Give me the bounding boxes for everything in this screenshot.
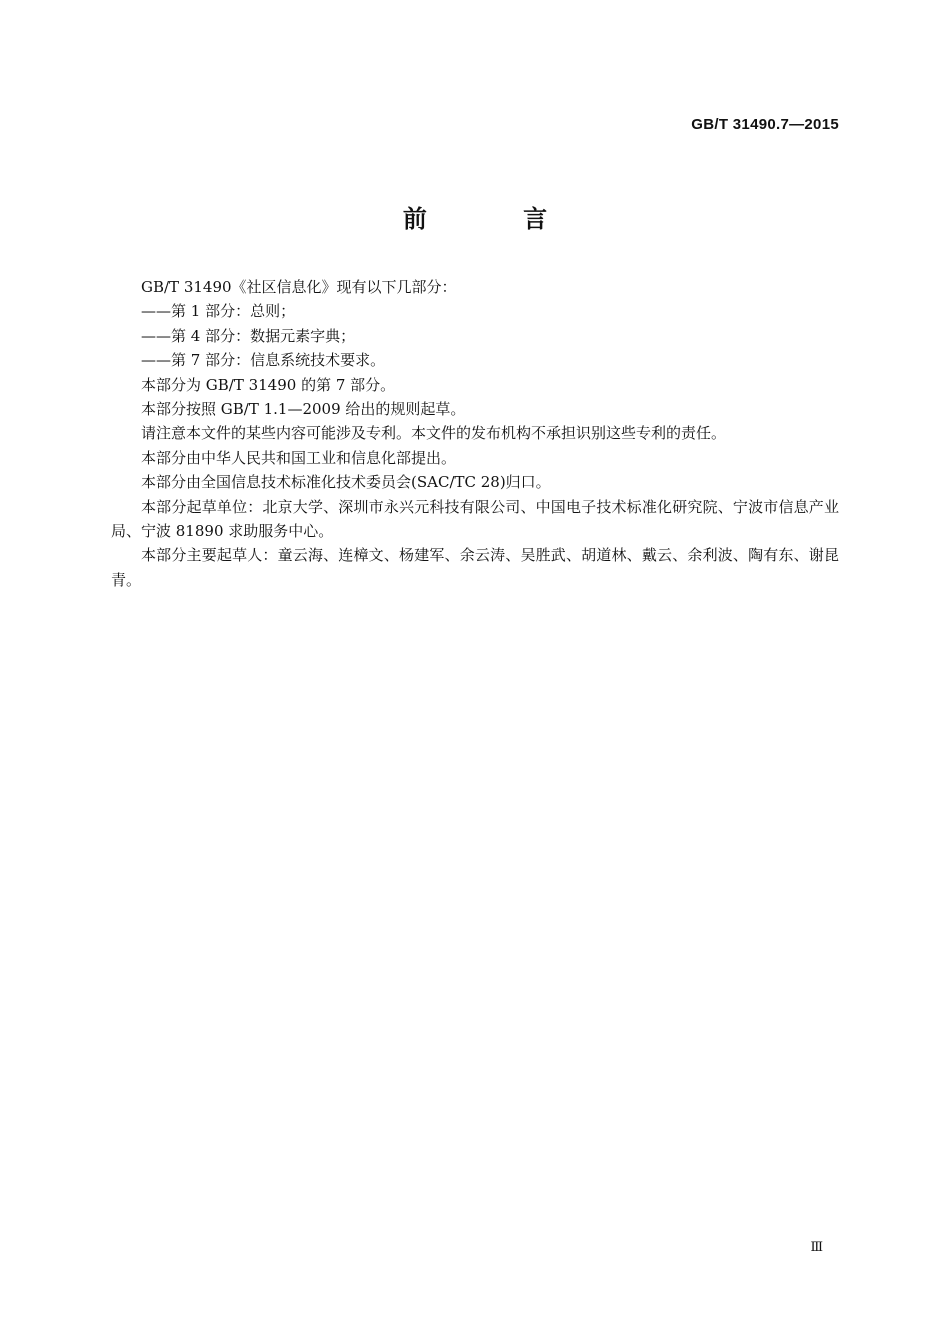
paragraph-committee: 本部分由全国信息技术标准化技术委员会(SAC/TC 28)归口。 xyxy=(141,473,551,492)
page-number: Ⅲ xyxy=(810,1240,822,1255)
paragraph-drafters: 本部分主要起草人：童云海、连樟文、杨建军、余云涛、吴胜武、胡道林、戴云、余利波、陶有东、谢昆青。 xyxy=(111,546,839,589)
page-title: 前 言 xyxy=(402,205,592,233)
paragraph-proposer: 本部分由中华人民共和国工业和信息化部提出。 xyxy=(141,448,457,467)
paragraph-drafting-units: 本部分起草单位：北京大学、深圳市永兴元科技有限公司、中国电子技术标准化研究院、宁波市信息产业局、宁波 81890 求助服务中心。 xyxy=(111,497,839,541)
standard-code: GB/T 31490.7—2015 xyxy=(691,116,839,133)
paragraph-part-statement: 本部分为 GB/T 31490 的第 7 部分。 xyxy=(141,375,396,394)
paragraph-drafting-rules: 本部分按照 GB/T 1.1—2009 给出的规则起草。 xyxy=(141,400,466,419)
foreword-body xyxy=(111,275,839,592)
paragraph-series-intro: GB/T 31490《社区信息化》现有以下几部分： xyxy=(141,278,457,296)
paragraph-patent-notice: 请注意本文件的某些内容可能涉及专利。本文件的发布机构不承担识别这些专利的责任。 xyxy=(141,424,727,443)
list-item-part-4: ——第 4 部分：数据元素字典； xyxy=(141,326,356,345)
list-item-part-7: ——第 7 部分：信息系统技术要求。 xyxy=(141,351,386,370)
list-item-part-1: ——第 1 部分：总则； xyxy=(141,302,296,321)
